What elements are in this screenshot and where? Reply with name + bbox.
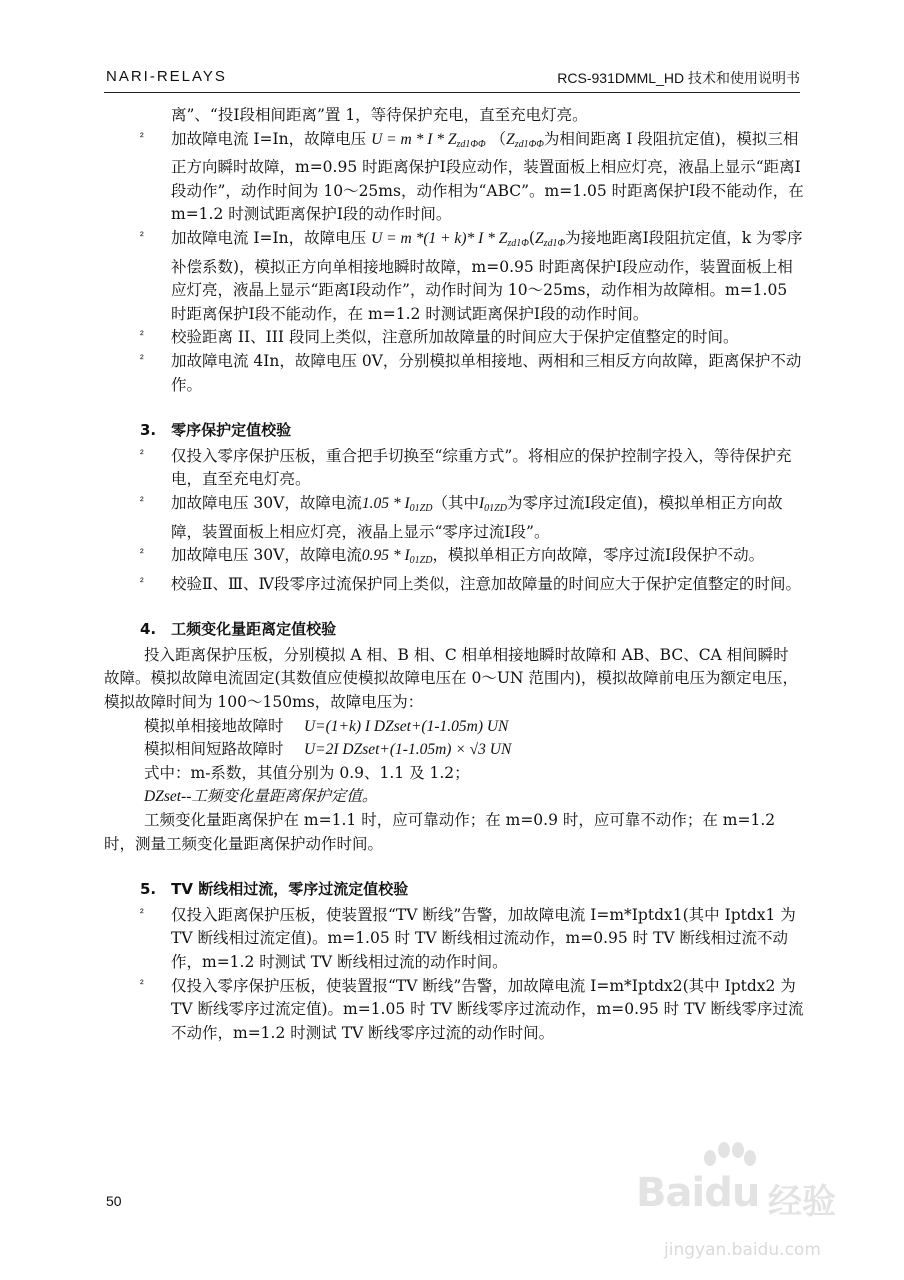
- item-text: 为零序过流Ⅰ段定值)，模拟单相正方向故障，装置面板上相应灯亮，液晶上显示“零序过流Ⅰ段”。: [171, 493, 783, 541]
- item-text: ，模拟单相正方向故障，零序过流Ⅰ段保护不动。: [432, 546, 765, 565]
- list-item: [104, 227, 804, 326]
- list-item: [104, 544, 804, 573]
- section-heading: 4. 工频变化量距离定值校验: [140, 620, 337, 639]
- formula-label: 模拟相间短路故障时: [144, 740, 284, 759]
- item-text: 校验距离 II、III 段同上类似，注意所加故障量的时间应大于保护定值整定的时间。: [171, 328, 739, 347]
- item-text: 加故障电流 I=In，故障电压: [171, 129, 367, 148]
- item-text: （: [490, 129, 507, 148]
- item-text: (: [528, 228, 535, 247]
- header-doc-title: RCS-931DMML_HD 技术和使用说明书: [557, 70, 800, 86]
- section-heading: 3. 零序保护定值校验: [140, 421, 292, 440]
- header-rule: [104, 92, 800, 93]
- continued-line: 离”、“投Ⅰ段相间距离”置 1，等待保护充电，直至充电灯亮。: [171, 106, 588, 124]
- bullet-mark: ²: [140, 575, 144, 588]
- list-item: [104, 975, 804, 1046]
- list-item: [104, 904, 804, 975]
- paragraph: DZset--工频变化量距离保护定值。: [144, 788, 378, 806]
- bullet-mark: ²: [140, 906, 144, 919]
- bullet-mark: ²: [140, 229, 144, 242]
- formula-line: [104, 715, 804, 739]
- page-header: [0, 64, 904, 92]
- formula: Z: [534, 229, 544, 247]
- bullet-mark: ²: [140, 130, 144, 143]
- formula: Z: [506, 130, 515, 148]
- watermark-url: jingyan.baidu.com: [664, 1240, 821, 1260]
- paragraph: 投入距离保护压板，分别模拟 A 相、B 相、C 相单相接地瞬时故障和 AB、BC、CA 相间瞬时故障。模拟故障电流固定(其数值应使模拟故障电压在 0～UN 范围内)，模拟故障前电压为额定电压，模拟故障时间为 100～150ms，故障电压为：: [104, 645, 798, 712]
- bullet-mark: ²: [140, 977, 144, 990]
- formula: U=(1+k) I DZset+(1-1.05m) UN: [303, 717, 509, 735]
- paragraph: 工频变化量距离保护在 m=1.1 时，应可靠动作；在 m=0.9 时，应可靠不动作；在 m=1.2 时，测量工频变化量距离保护动作时间。: [104, 811, 776, 853]
- list-item: [104, 573, 804, 597]
- item-text: 校验Ⅱ、Ⅲ、Ⅳ段零序过流保护同上类似，注意加故障量的时间应大于保护定值整定的时间。: [171, 574, 801, 593]
- list-item: [104, 492, 804, 544]
- item-text: 为相间距离 Ⅰ 段阻抗定值)，模拟三相正方向瞬时故障，m=0.95 时距离保护Ⅰ段应动作，装置面板上相应灯亮，液晶上显示“距离Ⅰ段动作”，动作时间为 10～25ms，动作相为“ABC”。m=1.05 时距离保护Ⅰ段不能动作，在 m=1.2 时测试距离保护Ⅰ段的动作时间。: [171, 129, 804, 224]
- formula-label: 模拟单相接地故障时: [144, 716, 284, 735]
- paragraph: 式中：m-系数，其值分别为 0.9、1.1 及 1.2；: [144, 763, 470, 782]
- watermark-cn: 经验: [768, 1182, 836, 1222]
- watermark-brand: Baidu: [636, 1170, 760, 1216]
- bullet-mark: ²: [140, 352, 144, 365]
- formula-subscript: zd1Φ: [507, 237, 529, 249]
- formula: U = m *(1 + k)* I * Z: [371, 229, 508, 247]
- bullet-mark: ²: [140, 447, 144, 460]
- formula-subscript: 01ZD: [409, 555, 433, 567]
- page-body: [104, 104, 804, 1045]
- list-item: [104, 128, 804, 227]
- bullet-mark: ²: [140, 547, 144, 560]
- formula-subscript: 01ZD: [484, 502, 507, 514]
- item-text: 加故障电流 4In，故障电压 0V，分别模拟单相接地、两相和三相反方向故障，距离保护不动作。: [171, 351, 802, 394]
- header-company: NARI-RELAYS: [106, 68, 227, 85]
- formula: U = m * I * Z: [371, 130, 457, 148]
- item-text: 加故障电流 I=In，故障电压: [171, 228, 367, 247]
- item-text: 加故障电压 30V，故障电流: [171, 493, 362, 512]
- bullet-mark: ²: [140, 494, 144, 507]
- item-text: 仅投入零序保护压板，重合把手切换至“综重方式”。将相应的保护控制字投入，等待保护充电，直至充电灯亮。: [171, 446, 792, 489]
- formula-subscript: zd1ΦΦ: [514, 138, 544, 150]
- item-text: （其中: [432, 493, 479, 512]
- formula-line: [104, 738, 804, 762]
- list-item: [104, 326, 804, 350]
- section-heading: 5. TV 断线相过流，零序过流定值校验: [140, 880, 409, 899]
- formula-subscript: 01ZD: [409, 502, 433, 514]
- page-number: 50: [106, 1193, 122, 1209]
- bullet-mark: ²: [140, 329, 144, 342]
- formula-subscript: zd1ΦΦ: [456, 138, 486, 150]
- list-item: [104, 350, 804, 397]
- item-text: 仅投入零序保护压板，使装置报“TV 断线”告警，加故障电流 I=m*Iptdx2(其中 Iptdx2 为 TV 断线零序过流定值)。m=1.05 时 TV 断线零序过流动作，m=0.95 时 TV 断线零序过流不动作，m=1.2 时测试 TV 断线零序过流的动作时间。: [171, 976, 804, 1042]
- list-item: [104, 445, 804, 492]
- item-text: 仅投入距离保护压板，使装置报“TV 断线”告警，加故障电流 I=m*Iptdx1(其中 Iptdx1 为 TV 断线相过流定值)。m=1.05 时 TV 断线相过流动作，m=0.95 时 TV 断线相过流不动作，m=1.2 时测试 TV 断线相过流的动作时间。: [171, 905, 796, 971]
- formula: 1.05 * I: [361, 494, 410, 512]
- watermark: [628, 1140, 858, 1280]
- formula: U=2I DZset+(1-1.05m) × √3 UN: [303, 741, 512, 759]
- item-text: 为接地距离Ⅰ段阻抗定值，k 为零序补偿系数)，模拟正方向单相接地瞬时故障，m=0.95 时距离保护Ⅰ段应动作，装置面板上相应灯亮，液晶上显示“距离Ⅰ段动作”，动作时间为 10～25ms，动作相为故障相。m=1.05 时距离保护Ⅰ段不能动作，在 m=1.2 时测试距离保护Ⅰ段的动作时间。: [171, 228, 803, 323]
- formula: 0.95 * I: [361, 547, 410, 565]
- item-text: 加故障电压 30V，故障电流: [171, 546, 362, 565]
- formula-subscript: zd1Φ: [543, 237, 566, 249]
- formula: I: [478, 494, 485, 512]
